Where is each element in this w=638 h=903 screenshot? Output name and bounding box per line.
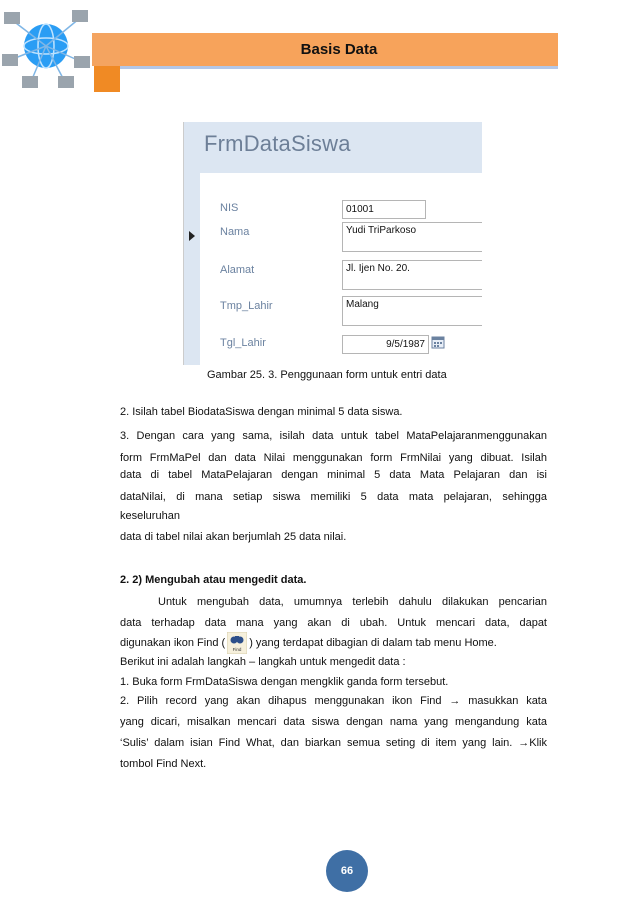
record-pointer-icon	[189, 231, 195, 241]
find-icon-caption: Find	[232, 647, 242, 653]
field-label-nama: Nama	[220, 226, 250, 238]
find-binoculars-icon	[227, 632, 247, 654]
form-screenshot	[183, 122, 482, 365]
figure-caption: Gambar 25. 3. Penggunaan form untuk entri data	[207, 369, 447, 381]
form-title: FrmDataSiswa	[204, 131, 351, 156]
section-heading: 2. 2) Mengubah atau mengedit data.	[120, 574, 307, 586]
body-line: data di tabel MataPelajaran dengan minimal 5 data Mata Pelajaran dan isi	[120, 469, 547, 481]
body-line: 3. Dengan cara yang sama, isilah data untuk tabel MataPelajaranmenggunakan	[120, 430, 547, 442]
header-band	[120, 33, 558, 68]
record-selector[interactable]	[184, 173, 200, 365]
field-value-nis[interactable]: 01001	[342, 200, 426, 219]
page-number: 66	[326, 850, 368, 892]
body-line: Untuk mengubah data, umumnya terlebih dahulu dilakukan pencarian	[158, 596, 547, 608]
find-line-start: digunakan ikon Find (	[120, 637, 226, 649]
find-line	[120, 632, 497, 654]
field-value-tgl-lahir[interactable]: 9/5/1987	[342, 335, 429, 354]
body-line: Berikut ini adalah langkah – langkah untuk mengedit data :	[120, 656, 406, 668]
form-header	[184, 122, 482, 173]
header-accent-bar	[92, 33, 120, 66]
field-label-tmp-lahir: Tmp_Lahir	[220, 300, 273, 312]
calendar-icon[interactable]	[431, 335, 445, 349]
field-label-alamat: Alamat	[220, 264, 255, 276]
body-line: data di tabel nilai akan berjumlah 25 data nilai.	[120, 531, 347, 543]
step-2: 2. Pilih record yang akan dihapus menggunakan ikon Find → masukkan kata	[120, 695, 547, 707]
header-accent-square	[94, 66, 120, 92]
body-line: ‘Sulis’ dalam isian Find What, dan biarkan semua seting di item yang lain. →Klik	[120, 737, 547, 749]
body-line: form FrmMaPel dan data Nilai menggunakan form FrmNilai yang dibuat. Isilah	[120, 452, 547, 464]
page-header-title: Basis Data	[300, 41, 378, 58]
header-underline	[120, 66, 558, 69]
body-line: 2. Isilah tabel BiodataSiswa dengan minimal 5 data siswa.	[120, 406, 403, 418]
body-line: tombol Find Next.	[120, 758, 207, 770]
field-value-alamat[interactable]: Jl. Ijen No. 20.	[342, 260, 482, 290]
body-line: dataNilai, di mana setiap siswa memiliki 5 data mata pelajaran, sehingga	[120, 491, 547, 503]
field-label-nis: NIS	[220, 202, 239, 214]
body-line: data terhadap data mana yang akan di ubah. Untuk mencari data, dapat	[120, 617, 547, 629]
field-value-tmp-lahir[interactable]: Malang	[342, 296, 482, 326]
body-line: keseluruhan	[120, 510, 180, 522]
network-logo-icon	[0, 0, 92, 90]
field-label-tgl-lahir: Tgl_Lahir	[220, 337, 266, 349]
field-value-nama[interactable]: Yudi TriParkoso	[342, 222, 482, 252]
body-line: yang dicari, misalkan mencari data siswa dengan nama yang mengandung kata	[120, 716, 547, 728]
step-1: 1. Buka form FrmDataSiswa dengan mengklik ganda form tersebut.	[120, 676, 449, 688]
find-line-end: ) yang terdapat dibagian di dalam tab menu Home.	[249, 637, 497, 649]
